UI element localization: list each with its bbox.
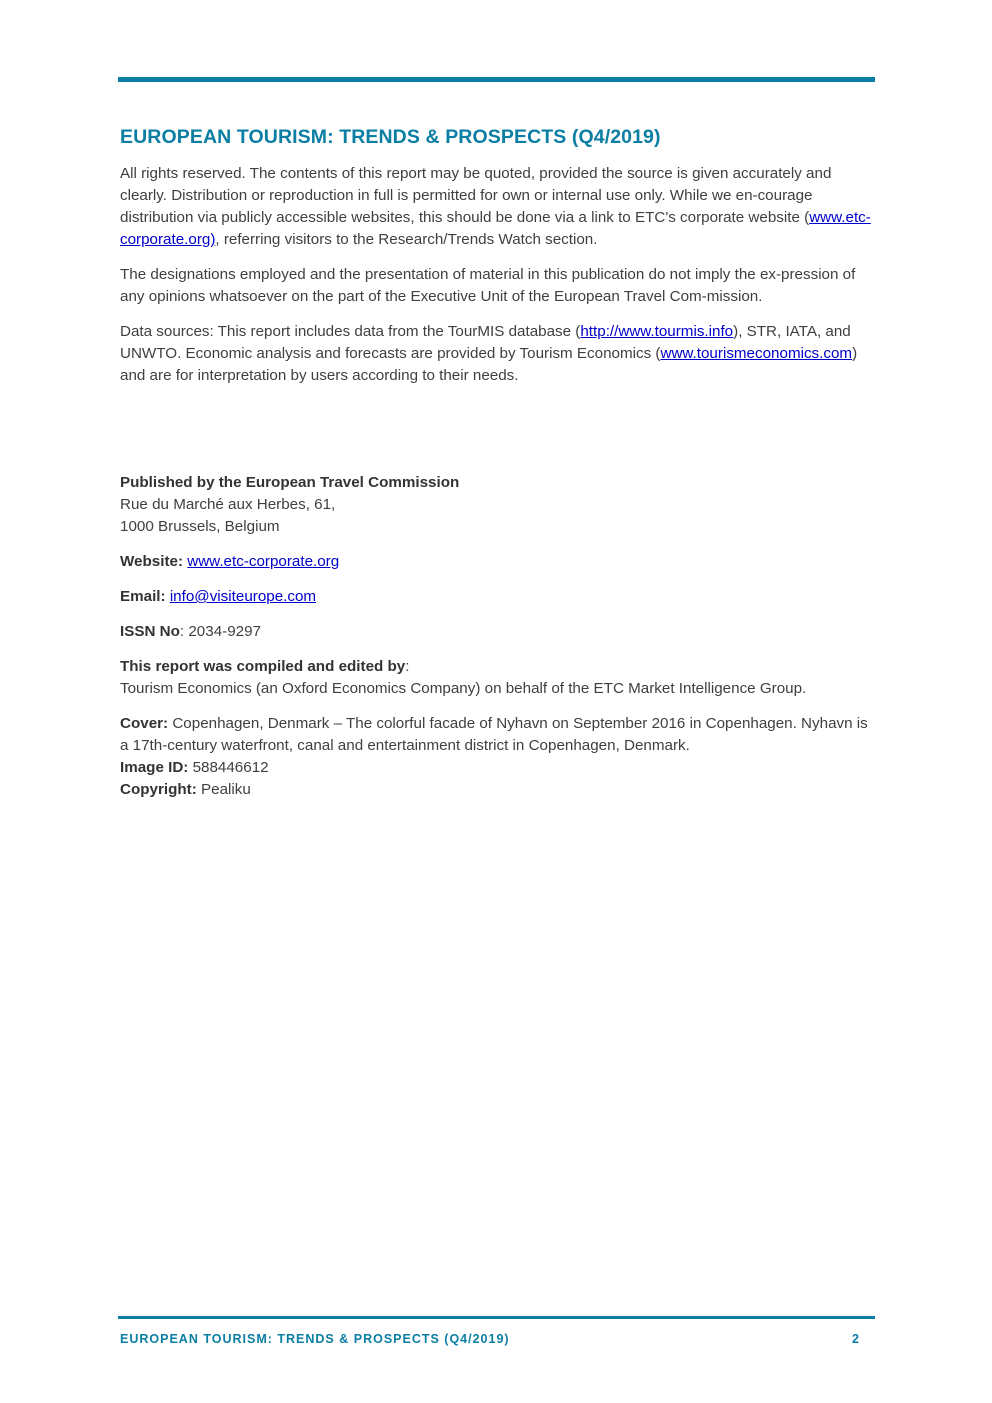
cover-block: Cover: Copenhagen, Denmark – The colorful facade of Nyhavn on September 2016 in Copenhagen. Nyhavn is a 17th-century waterfront, canal and entertainment district in Copenhagen, Denmark. Image ID: 588446612 Copyright: Pealiku (120, 715, 868, 798)
website-line: Website: www.etc-corporate.org (120, 553, 340, 570)
tourism-economics-link[interactable]: www.tourismeconomics.com (660, 345, 853, 362)
website-link[interactable]: www.etc-corporate.org (187, 553, 340, 570)
footer-title: EUROPEAN TOURISM: TRENDS & PROSPECTS (Q4/2019) (120, 1332, 510, 1346)
email-link[interactable]: info@visiteurope.com (169, 588, 317, 605)
bottom-rule (118, 1316, 875, 1319)
publisher-heading: Published by the European Travel Commission (120, 474, 460, 491)
page-content (120, 126, 875, 814)
tourmis-link[interactable]: http://www.tourmis.info (580, 323, 734, 340)
publisher-block (120, 472, 875, 538)
rights-paragraph: All rights reserved. The contents of this report may be quoted, provided the source is given accurately and clearly. Distribution or reproduction in full is permitted for own or internal use only. While we en-courage distribution via publicly accessible websites, this should be done via a link to ETC's corporate website (www.etc-corporate.org), referring visitors to the Research/Trends Watch section. (120, 165, 871, 248)
etc-corporate-link[interactable]: www.etc-corporate.org) (120, 209, 871, 248)
publisher-address-line-1: Rue du Marché aux Herbes, 61, (120, 496, 336, 513)
designations-paragraph: The designations employed and the presentation of material in this publication do not imply the ex-pression of any opinions whatsoever on the part of the Executive Unit of the European Travel Com-mission. (120, 266, 856, 305)
top-rule (118, 77, 875, 82)
publisher-address-line-2: 1000 Brussels, Belgium (120, 518, 280, 535)
page-footer (120, 1332, 860, 1346)
compiled-block: This report was compiled and edited by: Tourism Economics (an Oxford Economics Company) on behalf of the ETC Market Intelligence Group. (120, 658, 807, 697)
issn-line: ISSN No: 2034-9297 (120, 623, 261, 640)
sources-paragraph: Data sources: This report includes data from the TourMIS database (http://www.tourmis.info), STR, IATA, and UNWTO. Economic analysis and forecasts are provided by Tourism Economics (www.tourismeconomics.com) and are for interpretation by users according to their needs. (120, 323, 858, 384)
compiled-value: Tourism Economics (an Oxford Economics Company) on behalf of the ETC Market Intelligence Group. (120, 680, 807, 697)
page-number: 2 (852, 1332, 860, 1346)
page-title: EUROPEAN TOURISM: TRENDS & PROSPECTS (Q4/2019) (120, 126, 661, 148)
email-line: Email: info@visiteurope.com (120, 588, 317, 605)
